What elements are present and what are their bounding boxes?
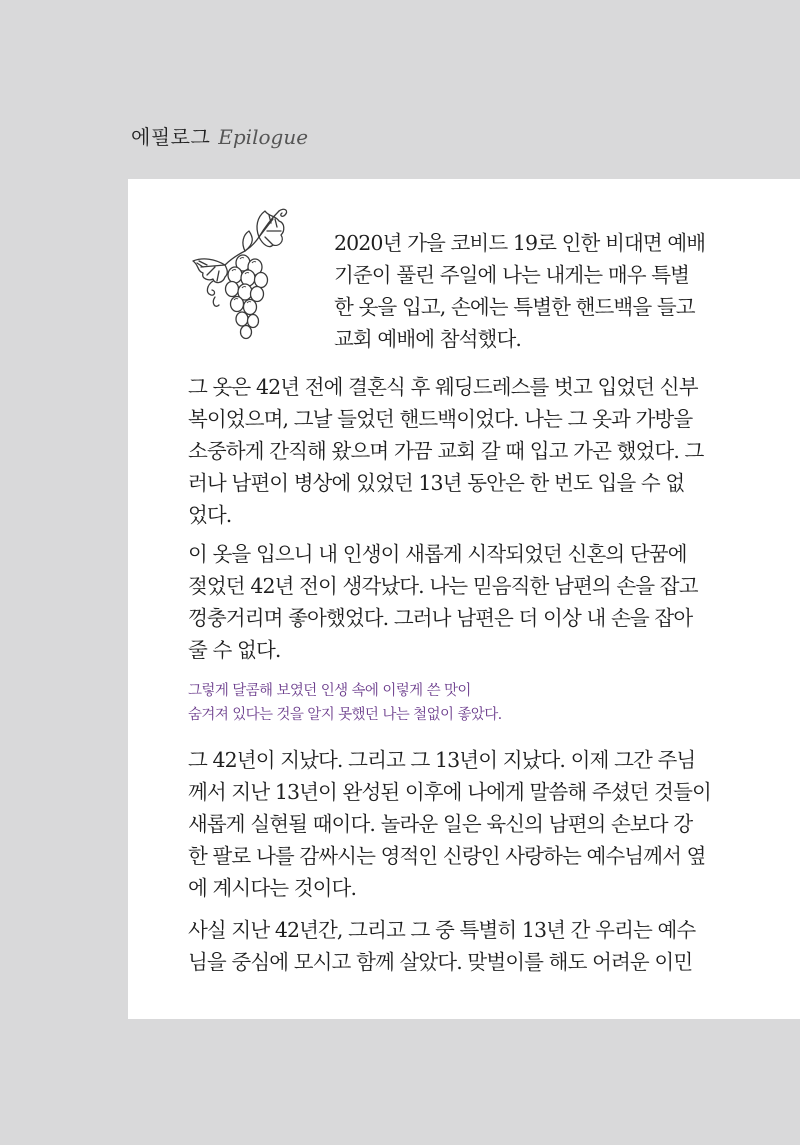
text-line: 소중하게 간직해 왔으며 가끔 교회 갈 때 입고 가곤 했었다. 그 xyxy=(188,439,704,463)
text-line: 사실 지난 42년간, 그리고 그 중 특별히 13년 간 우리는 예수 xyxy=(188,918,696,942)
text-line: 한 팔로 나를 감싸시는 영적인 신랑인 사랑하는 예수님께서 옆 xyxy=(188,844,706,868)
paragraph-life-together xyxy=(188,914,695,978)
text-line: 젖었던 42년 전이 생각났다. 나는 믿음직한 남편의 손을 잡고 xyxy=(188,574,698,598)
text-line: 이 옷을 입으니 내 인생이 새롭게 시작되었던 신혼의 단꿈에 xyxy=(188,542,687,566)
paragraph-memory xyxy=(188,538,698,666)
text-line: 교회 예배에 참석했다. xyxy=(334,327,521,351)
paragraph-reflection xyxy=(188,744,711,904)
text-line: 기준이 풀린 주일에 나는 내게는 매우 특별 xyxy=(334,263,690,287)
quote-line: 그렇게 달콤해 보였던 인생 속에 이렇게 쓴 맛이 xyxy=(188,683,471,699)
text-line: 그 42년이 지났다. 그리고 그 13년이 지났다. 이제 그간 주님 xyxy=(188,748,696,772)
text-line: 껑충거리며 좋아했었다. 그러나 남편은 더 이상 내 손을 잡아 xyxy=(188,606,693,630)
text-line: 줄 수 없다. xyxy=(188,638,281,662)
page-content xyxy=(128,179,800,1019)
text-line: 에 계시다는 것이다. xyxy=(188,876,357,900)
text-line: 2020년 가을 코비드 19로 인한 비대면 예배 xyxy=(334,231,706,255)
quote-line: 숨겨져 있다는 것을 알지 못했던 나는 철없이 좋았다. xyxy=(188,707,502,723)
text-line: 새롭게 실현될 때이다. 놀라운 일은 육신의 남편의 손보다 강 xyxy=(188,812,693,836)
highlight-quote xyxy=(188,679,502,727)
page-header xyxy=(131,121,308,150)
text-line: 한 옷을 입고, 손에는 특별한 핸드백을 들고 xyxy=(334,295,695,319)
chapter-title-english: Epilogue xyxy=(218,125,309,149)
text-line: 그 옷은 42년 전에 결혼식 후 웨딩드레스를 벗고 입었던 신부 xyxy=(188,375,698,399)
text-line: 었다. xyxy=(188,503,232,527)
grape-vine-icon xyxy=(185,201,305,351)
paragraph-wedding-dress xyxy=(188,371,703,531)
text-line: 님을 중심에 모시고 함께 살았다. 맞벌이를 해도 어려운 이민 xyxy=(188,950,693,974)
chapter-title: 에필로그 xyxy=(131,125,211,149)
text-line: 께서 지난 13년이 완성된 이후에 나에게 말씀해 주셨던 것들이 xyxy=(188,780,711,804)
text-line: 복이었으며, 그날 들었던 핸드백이었다. 나는 그 옷과 가방을 xyxy=(188,407,693,431)
paragraph-intro xyxy=(334,227,705,355)
text-line: 러나 남편이 병상에 있었던 13년 동안은 한 번도 입을 수 없 xyxy=(188,471,685,495)
